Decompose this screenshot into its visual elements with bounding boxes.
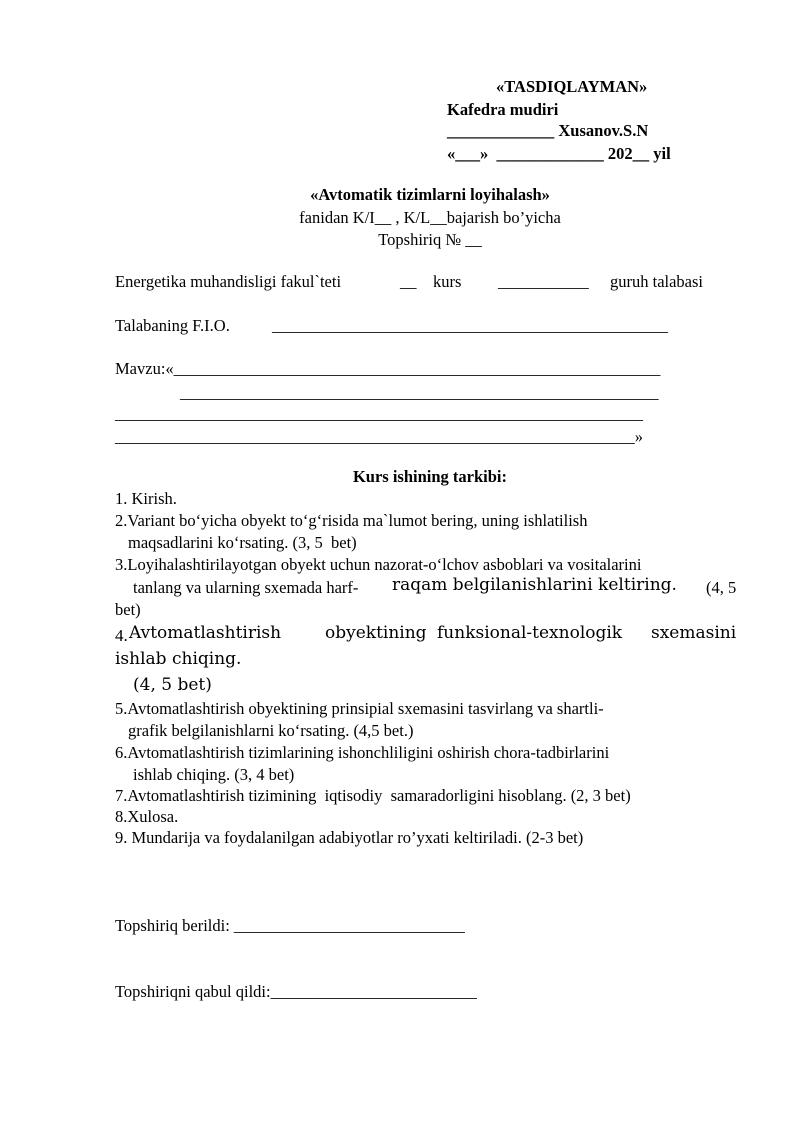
contents-item-4-number: 4. xyxy=(115,626,128,645)
contents-item-4-word-2: obyektining xyxy=(325,623,427,643)
contents-item-3-line-3: bet) xyxy=(115,600,141,619)
approval-heading: «TASDIQLAYMAN» xyxy=(496,77,648,96)
contents-item-2-line-2: maqsadlarini ko‘rsating. (3, 5 bet) xyxy=(128,533,357,552)
task-number: Topshiriq № __ xyxy=(378,230,482,249)
contents-item-8: 8.Xulosa. xyxy=(115,807,179,826)
topic-line-1: Mavzu:«___________________________________________________________ xyxy=(115,359,661,378)
contents-heading: Kurs ishining tarkibi: xyxy=(352,467,508,486)
contents-item-3-line-1: 3.Loyihalashtirilayotgan obyekt uchun nazorat-o‘lchov asboblari va vositalarini xyxy=(115,555,642,574)
task-given-line: Topshiriq berildi: ____________________________ xyxy=(115,916,465,935)
contents-item-6-line-1: 6.Avtomatlashtirish tizimlarining ishonchliligini oshirish chora-tadbirlarini xyxy=(115,743,610,762)
contents-item-3-line-2b: raqam belgilanishlarini keltiring. xyxy=(392,575,677,595)
faculty-label: Energetika muhandisligi fakul`teti xyxy=(115,272,342,291)
contents-item-4-line-2: ishlab chiqing. xyxy=(115,649,242,669)
contents-item-4-line-3: (4, 5 bet) xyxy=(133,675,212,695)
contents-item-4-word-1: Avtomatlashtirish xyxy=(129,623,282,643)
contents-item-4-word-3: funksional-texnologik xyxy=(437,623,623,643)
contents-item-3-line-2c: (4, 5 xyxy=(706,578,737,597)
topic-line-3: ________________________________________________________________ xyxy=(115,404,643,423)
contents-item-5-line-1: 5.Avtomatlashtirish obyektining prinsipial sxemasini tasvirlang va shartli- xyxy=(115,699,604,718)
approval-position: Kafedra mudiri xyxy=(447,100,559,119)
student-name-label: Talabaning F.I.O. xyxy=(115,316,230,335)
contents-item-9: 9. Mundarija va foydalanilgan adabiyotlar ro’yxati keltiriladi. (2-3 bet) xyxy=(115,828,584,847)
approval-date-line: «___» _____________ 202__ yil xyxy=(447,144,671,163)
course-label: kurs xyxy=(433,272,462,291)
student-name-line: ________________________________________________ xyxy=(272,316,668,335)
group-blank: ___________ xyxy=(498,272,589,291)
course-blank: __ xyxy=(400,272,417,291)
contents-item-5-line-2: grafik belgilanishlarni ko‘rsating. (4,5 bet.) xyxy=(128,721,414,740)
approval-signature-line: _____________ Xusanov.S.N xyxy=(447,121,649,140)
task-accepted-line: Topshiriqni qabul qildi:_________________________ xyxy=(115,982,477,1001)
contents-item-4-word-4: sxemasini xyxy=(651,623,737,643)
topic-line-2: __________________________________________________________ xyxy=(180,383,659,402)
contents-item-1: 1. Kirish. xyxy=(115,489,177,508)
contents-item-3-line-2a: tanlang va ularning sxemada harf- xyxy=(133,578,359,597)
contents-item-6-line-2: ishlab chiqing. (3, 4 bet) xyxy=(133,765,295,784)
subject-subtitle: fanidan K/I__ , K/L__bajarish bo’yicha xyxy=(299,208,561,227)
contents-item-7: 7.Avtomatlashtirish tizimining iqtisodiy samaradorligini hisoblang. (2, 3 bet) xyxy=(115,786,631,805)
subject-title: «Avtomatik tizimlarni loyihalash» xyxy=(310,185,550,204)
topic-line-4: _______________________________________________________________» xyxy=(115,427,643,446)
group-label: guruh talabasi xyxy=(610,272,704,291)
contents-item-2-line-1: 2.Variant bo‘yicha obyekt to‘g‘risida ma`lumot bering, uning ishlatilish xyxy=(115,511,588,530)
